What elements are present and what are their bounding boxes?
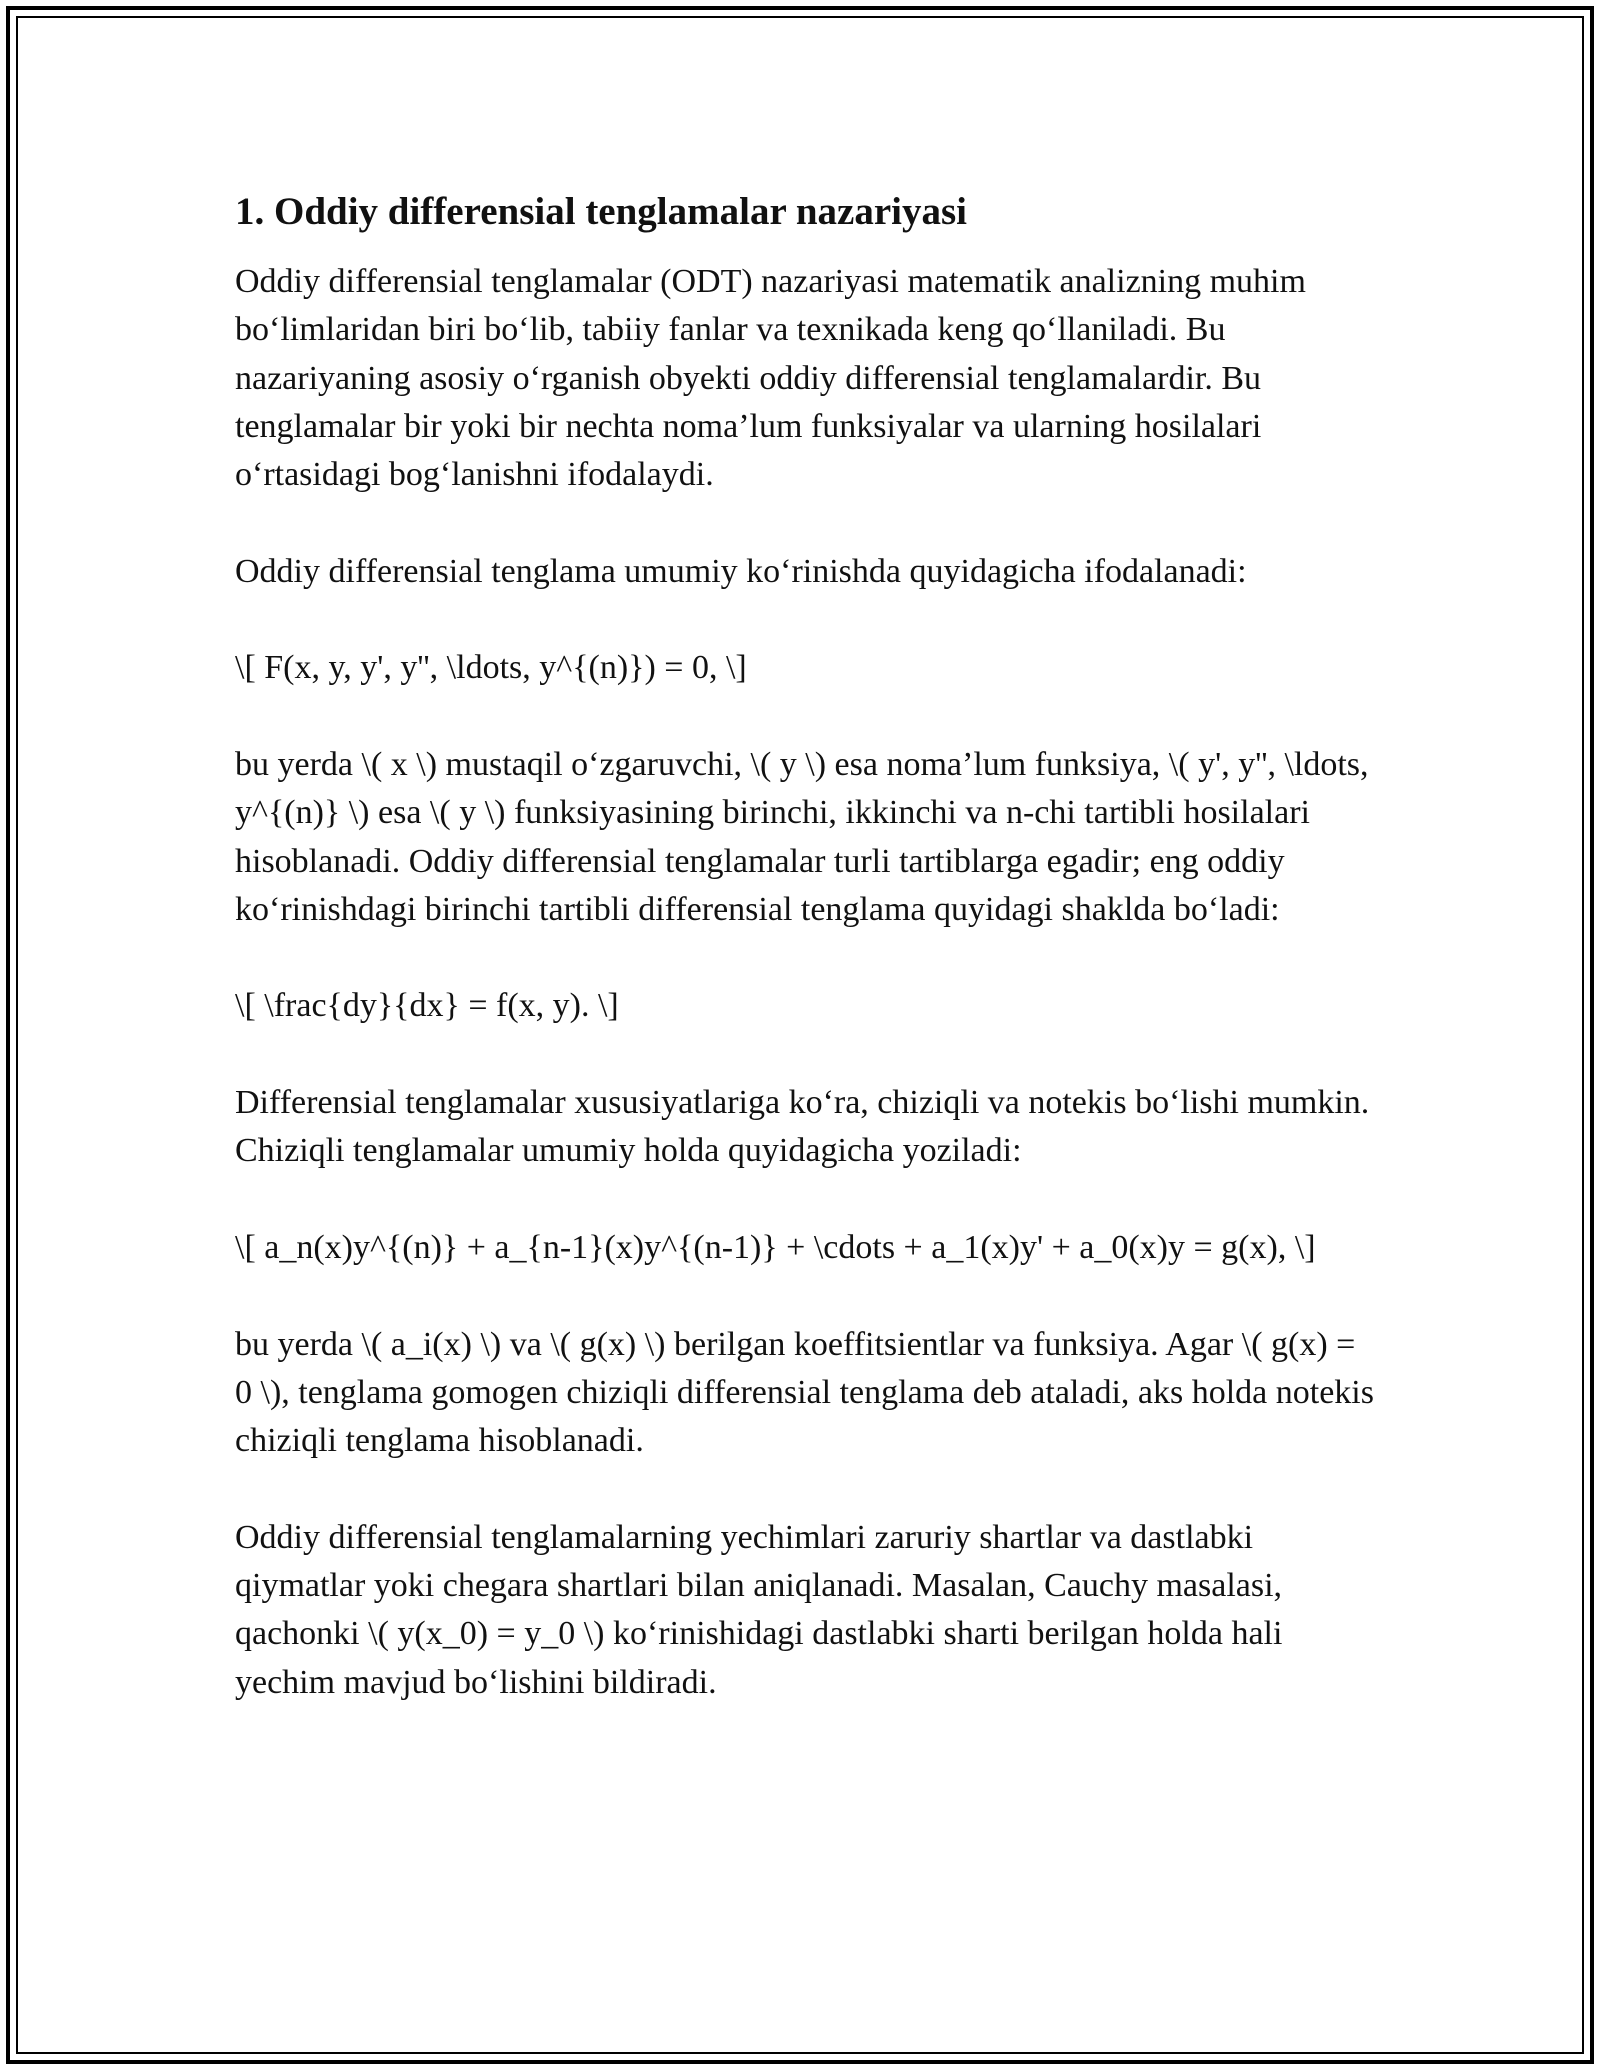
paragraph-linearity: Differensial tenglamalar xususiyatlariga ko‘ra, chiziqli va notekis bo‘lishi mumkin. Chiziqli tenglamalar umumiy holda quyidagicha yoziladi: (235, 1084, 1370, 1170)
paragraph-general-form: Oddiy differensial tenglama umumiy ko‘rinishda quyidagicha ifodalanadi: (235, 552, 1247, 590)
paragraph-variables: bu yerda \( x \) mustaqil o‘zgaruvchi, \( y \) esa noma’lum funksiya, \( y', y'', \ldots, y^{(n)} \) esa \( y \) funksiyasining birinchi, ikkinchi va n-chi tartibli hosilalari hisoblanadi. Oddiy differensial tenglamalar turli tartiblarga egadir; eng oddiy ko‘rinishdagi birinchi tartibli differensial tenglama quyidagi shaklda bo‘ladi: (235, 745, 1369, 928)
equation-linear: \[ a_n(x)y^{(n)} + a_{n-1}(x)y^{(n-1)} + \cdots + a_1(x)y' + a_0(x)y = g(x), \] (235, 1228, 1316, 1266)
section-title: 1. Oddiy differensial tenglamalar nazariyasi (235, 190, 967, 233)
equation-first-order: \[ \frac{dy}{dx} = f(x, y). \] (235, 987, 619, 1025)
paragraph-cauchy: Oddiy differensial tenglamalarning yechimlari zaruriy shartlar va dastlabki qiymatlar yoki chegara shartlari bilan aniqlanadi. Masalan, Cauchy masalasi, qachonki \( y(x_0) = y_0 \) ko‘rinishidagi dastlabki sharti berilgan holda hali yechim mavjud bo‘lishini bildiradi. (235, 1518, 1283, 1701)
equation-general: \[ F(x, y, y', y'', \ldots, y^{(n)}) = 0, \] (235, 649, 747, 687)
paragraph-intro: Oddiy differensial tenglamalar (ODT) nazariyasi matematik analizning muhim bo‘limlaridan biri bo‘lib, tabiiy fanlar va texnikada keng qo‘llaniladi. Bu nazariyaning asosiy o‘rganish obyekti oddiy differensial tenglamalardir. Bu tenglamalar bir yoki bir nechta noma’lum funksiyalar va ularning hosilalari o‘rtasidagi bog‘lanishni ifodalaydi. (235, 263, 1306, 494)
paragraph-homogeneous: bu yerda \( a_i(x) \) va \( g(x) \) berilgan koeffitsientlar va funksiya. Agar \( g(x) = 0 \), tenglama gomogen chiziqli differensial tenglama deb ataladi, aks holda notekis chiziqli tenglama hisoblanadi. (235, 1325, 1374, 1460)
document-body (235, 188, 1375, 1755)
